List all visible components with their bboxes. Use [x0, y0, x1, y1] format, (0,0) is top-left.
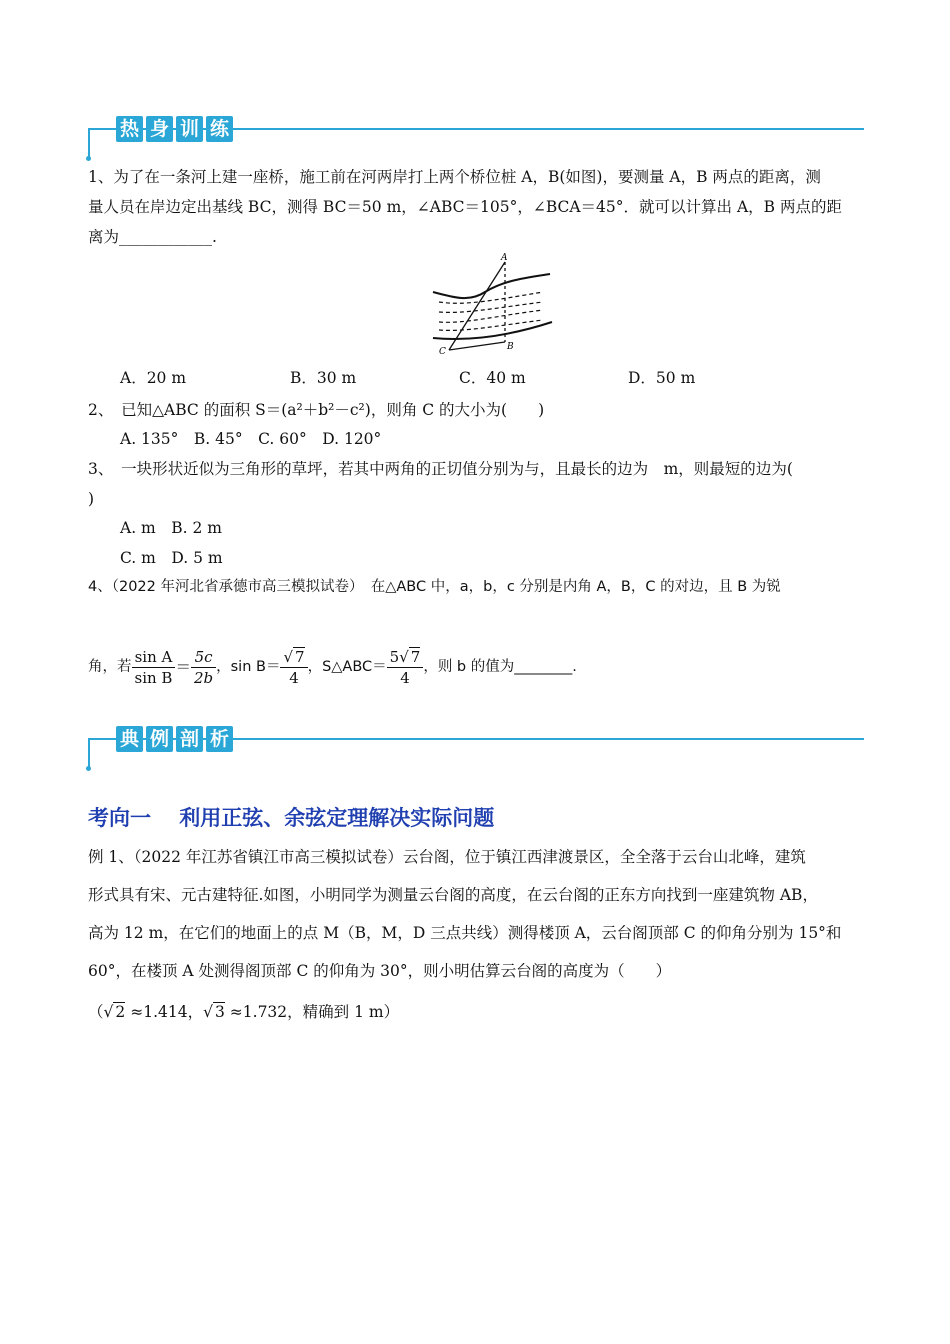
q3-options-2: C. m D. 5 m: [120, 549, 223, 567]
section-bracket-left-2: [88, 738, 90, 768]
q4-equals: ＝: [175, 658, 191, 676]
q2-line1: 2、 已知△ABC 的面积 S＝(a²＋b²－c²)，则角 C 的大小为( ): [88, 401, 545, 419]
example1-note: （√ 2 ≈1.414，√ 3 ≈1.732，精确到 1 m）: [88, 1003, 400, 1021]
section-bracket-left: [88, 128, 90, 158]
q4-fraction-sqrt7-4: $\frac{√ 7}{4}$: [280, 647, 307, 688]
q3-line1: 3、 一块形状近似为三角形的草坪，若其中两角的正切值分别为与，且最长的边为 m，则最短的边为(: [88, 460, 793, 478]
q4-fraction-5sqrt7-4: $\frac{5√ 7}{4}$: [387, 647, 424, 688]
example1-line4: 60°，在楼顶 A 处测得阁顶部 C 的仰角为 30°，则小明估算云台阁的高度为（ ）: [88, 962, 672, 980]
q4-fraction-5c2b: $\frac{5c}{2b}$: [191, 647, 216, 688]
q4-sinb: ，sin B＝: [216, 659, 281, 675]
example1-line3: 高为 12 m，在它们的地面上的点 M（B，M，D 三点共线）测得楼顶 A，云台阁顶部 C 的仰角分别为 15°和: [88, 924, 842, 942]
figure-label-a: A: [501, 253, 508, 263]
q1-line1: 1、为了在一条河上建一座桥，施工前在河两岸打上两个桥位桩 A，B(如图)，要测量 A，B 两点的距离，测: [88, 168, 821, 186]
q1-option-b: B．30 m: [290, 369, 357, 387]
section-title-examples: 典 例 剖 析: [116, 726, 236, 752]
q1-river-figure: [425, 250, 565, 362]
figure-label-c: C: [439, 347, 446, 357]
example1-line2: 形式具有宋、元古建特征.如图，小明同学为测量云台阁的高度，在云台阁的正东方向找到一座建筑物 AB，: [88, 886, 818, 904]
q3-line2: ): [88, 490, 95, 508]
q1-option-c: C．40 m: [459, 369, 526, 387]
q3-options-1: A. m B. 2 m: [120, 519, 222, 537]
q4-prefix: 角，若: [88, 659, 132, 675]
q1-line2: 量人员在岸边定出基线 BC，测得 BC＝50 m，∠ABC＝105°，∠BCA＝45°．就可以计算出 A，B 两点的距: [88, 198, 842, 216]
q1-option-d: D．50 m: [628, 369, 696, 387]
q4-line1: 4、（2022 年河北省承德市高三模拟试卷） 在△ABC 中，a，b，c 分别是内角 A，B，C 的对边，且 B 为锐: [88, 579, 781, 595]
section-title-warmup: 热 身 训 练: [116, 116, 236, 142]
q1-option-a: A．20 m: [120, 369, 187, 387]
q4-formula-line: [88, 640, 577, 694]
example1-line1: 例 1、（2022 年江苏省镇江市高三模拟试卷）云台阁，位于镇江西津渡景区，全全落于云台山北峰，建筑: [88, 848, 806, 866]
q4-fraction-sin: $\frac{\text{sin A}}{\text{sin B}}$: [132, 647, 176, 688]
bracket-dot-2: [86, 766, 91, 771]
q1-line3: 离为____________.: [88, 228, 217, 246]
q4-tail: ，则 b 的值为________.: [423, 659, 577, 675]
q4-area: ，S△ABC＝: [307, 659, 387, 675]
q2-options: A. 135° B. 45° C. 60° D. 120°: [120, 430, 382, 448]
topic-heading: 考向一 利用正弦、余弦定理解决实际问题: [88, 806, 495, 830]
bracket-dot: [86, 156, 91, 161]
figure-label-b: B: [507, 342, 514, 352]
